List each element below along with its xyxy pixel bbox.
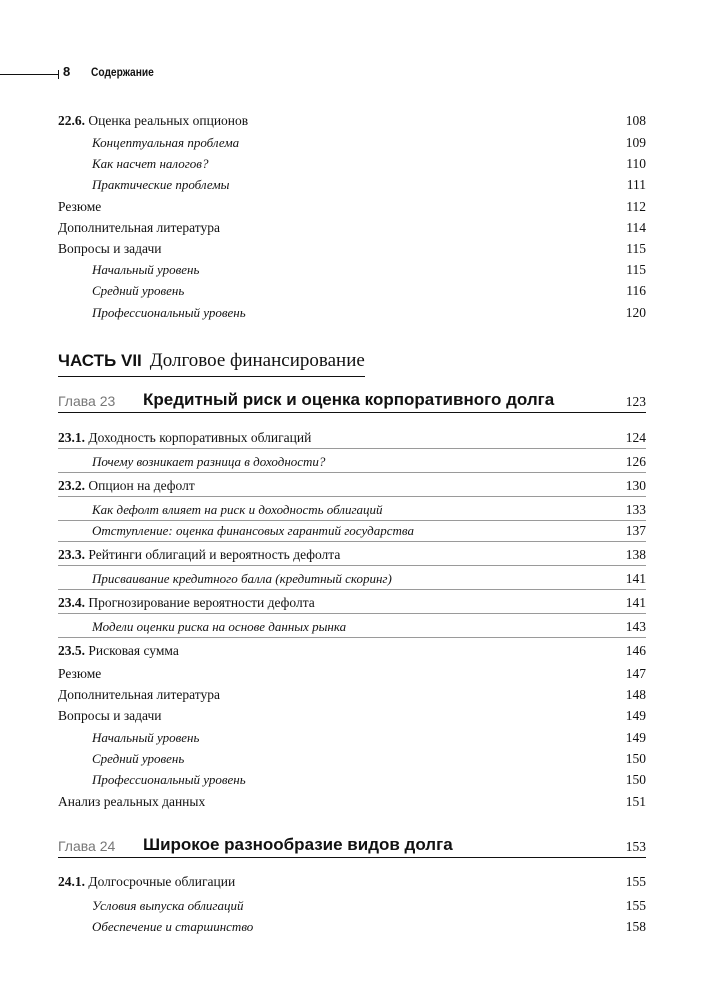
entry-page: 147 — [625, 666, 646, 681]
entry-page: 143 — [625, 619, 646, 634]
entry-title: Дополнительная литература — [58, 220, 220, 235]
entry-title: Долгосрочные облигации — [88, 874, 236, 889]
toc-subentry[interactable] — [58, 133, 646, 153]
entry-page: 115 — [626, 241, 646, 256]
entry-title: Как дефолт влияет на риск и доходность облигаций — [92, 502, 383, 517]
part-title: Долговое финансирование — [149, 350, 365, 371]
section-number: 24.1. — [58, 874, 85, 889]
toc-subentry[interactable] — [58, 917, 646, 937]
entry-page: 110 — [626, 156, 646, 171]
entry-title: Дополнительная литература — [58, 687, 220, 702]
toc-subentry[interactable] — [58, 896, 646, 916]
toc-subentry[interactable] — [58, 569, 646, 590]
entry-page: 133 — [625, 502, 646, 517]
entry-title: Доходность корпоративных облигаций — [88, 430, 312, 445]
toc-entry[interactable] — [58, 428, 646, 449]
toc-entry[interactable] — [58, 792, 646, 812]
toc-entry[interactable] — [58, 641, 646, 661]
entry-page: 150 — [625, 751, 646, 766]
chapter-heading[interactable] — [58, 386, 646, 413]
entry-page: 137 — [625, 523, 646, 538]
entry-page: 124 — [625, 430, 646, 445]
toc-entry[interactable] — [58, 197, 646, 217]
entry-title: Рисковая сумма — [88, 643, 179, 658]
entry-title: Начальный уровень — [92, 730, 200, 745]
entry-page: 148 — [625, 687, 646, 702]
entry-title: Присваивание кредитного балла (кредитный скоринг) — [92, 571, 392, 586]
chapter-label: Глава 23 — [58, 393, 116, 409]
chapter-page: 123 — [625, 394, 646, 409]
chapter-title: Широкое разнообразие видов долга — [143, 835, 453, 854]
toc-entry[interactable] — [58, 218, 646, 238]
entry-title: Начальный уровень — [92, 262, 200, 277]
entry-page: 116 — [626, 283, 646, 298]
toc-subentry[interactable] — [58, 617, 646, 638]
entry-title: Отступление: оценка финансовых гарантий государства — [92, 523, 414, 538]
toc-entry[interactable] — [58, 593, 646, 614]
toc-entry[interactable] — [58, 664, 646, 684]
entry-title: Резюме — [58, 199, 102, 214]
entry-page: 138 — [625, 547, 646, 562]
toc-entry[interactable] — [58, 706, 646, 726]
section-number: 23.3. — [58, 547, 85, 562]
entry-page: 146 — [625, 643, 646, 658]
section-number: 23.5. — [58, 643, 85, 658]
entry-page: 141 — [625, 571, 646, 586]
entry-page: 108 — [625, 113, 646, 128]
entry-title: Рейтинги облигаций и вероятность дефолта — [88, 547, 341, 562]
toc-subentry[interactable] — [58, 281, 646, 301]
entry-page: 149 — [625, 708, 646, 723]
section-number: 22.6. — [58, 113, 85, 128]
toc-subentry[interactable] — [58, 303, 646, 323]
toc-entry[interactable] — [58, 239, 646, 259]
entry-title: Средний уровень — [92, 283, 185, 298]
entry-title: Как насчет налогов? — [92, 156, 209, 171]
entry-title: Условия выпуска облигаций — [92, 898, 244, 913]
entry-title: Анализ реальных данных — [58, 794, 206, 809]
toc-subentry[interactable] — [58, 728, 646, 748]
section-number: 23.1. — [58, 430, 85, 445]
entry-title: Прогнозирование вероятности дефолта — [88, 595, 315, 610]
entry-title: Резюме — [58, 666, 102, 681]
toc-subentry[interactable] — [58, 500, 646, 521]
toc-subentry[interactable] — [58, 770, 646, 790]
toc-subentry[interactable] — [58, 452, 646, 473]
toc-entry[interactable] — [58, 685, 646, 705]
entry-page: 155 — [625, 898, 646, 913]
entry-page: 115 — [626, 262, 646, 277]
entry-page: 111 — [626, 177, 646, 192]
entry-page: 151 — [625, 794, 646, 809]
section-number: 23.4. — [58, 595, 85, 610]
toc-entry[interactable] — [58, 476, 646, 497]
entry-title: Опцион на дефолт — [88, 478, 195, 493]
entry-title: Профессиональный уровень — [92, 772, 246, 787]
entry-title: Практические проблемы — [92, 177, 230, 192]
entry-title: Вопросы и задачи — [58, 241, 162, 256]
entry-page: 155 — [625, 874, 646, 889]
entry-page: 114 — [626, 220, 646, 235]
toc-entry[interactable] — [58, 872, 646, 892]
toc-entry[interactable] — [58, 545, 646, 566]
entry-page: 158 — [625, 919, 646, 934]
entry-page: 109 — [625, 135, 646, 150]
toc-subentry[interactable] — [58, 749, 646, 769]
toc-subentry[interactable] — [58, 521, 646, 542]
entry-page: 112 — [626, 199, 646, 214]
entry-page: 130 — [625, 478, 646, 493]
entry-title: Обеспечение и старшинство — [92, 919, 254, 934]
chapter-heading[interactable] — [58, 831, 646, 858]
header-rule — [0, 74, 58, 75]
part-label: ЧАСТЬ VII — [58, 351, 142, 370]
entry-page: 126 — [625, 454, 646, 469]
entry-page: 141 — [625, 595, 646, 610]
toc-entry[interactable] — [58, 111, 646, 131]
toc-subentry[interactable] — [58, 154, 646, 174]
running-header — [0, 64, 704, 86]
entry-page: 120 — [625, 305, 646, 320]
running-title: Содержание — [91, 65, 154, 79]
entry-page: 150 — [625, 772, 646, 787]
chapter-page: 153 — [625, 839, 646, 854]
header-tick — [58, 70, 59, 79]
part-heading[interactable] — [58, 346, 365, 377]
chapter-label: Глава 24 — [58, 838, 116, 854]
toc-subentry[interactable] — [58, 175, 646, 195]
section-number: 23.2. — [58, 478, 85, 493]
entry-title: Концептуальная проблема — [92, 135, 240, 150]
chapter-title: Кредитный риск и оценка корпоративного долга — [143, 390, 555, 409]
entry-page: 149 — [625, 730, 646, 745]
entry-title: Почему возникает разница в доходности? — [92, 454, 326, 469]
entry-title: Профессиональный уровень — [92, 305, 246, 320]
entry-title: Вопросы и задачи — [58, 708, 162, 723]
page-number: 8 — [63, 64, 71, 79]
entry-title: Средний уровень — [92, 751, 185, 766]
entry-title: Модели оценки риска на основе данных рынка — [92, 619, 347, 634]
toc-subentry[interactable] — [58, 260, 646, 280]
entry-title: Оценка реальных опционов — [88, 113, 249, 128]
